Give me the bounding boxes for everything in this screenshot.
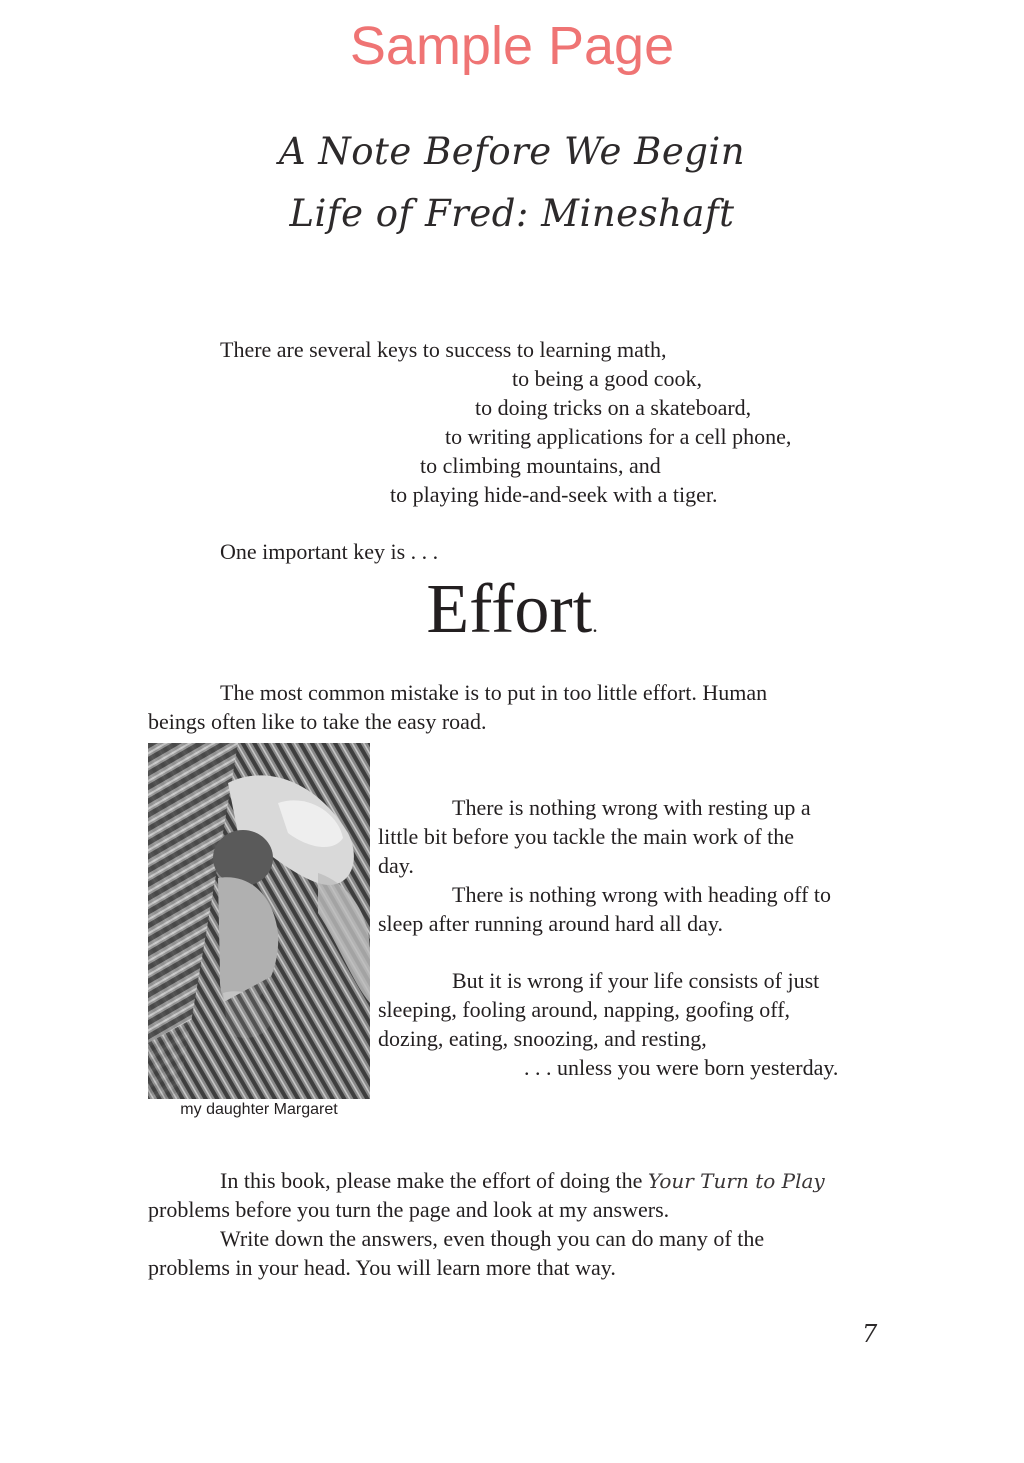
mistake-line-1: The most common mistake is to put in too little effort. Human — [220, 680, 768, 705]
intro-line-2: to being a good cook, — [512, 366, 703, 391]
your-turn-to-play-label: Your Turn to Play — [647, 1169, 825, 1193]
photo-caption: my daughter Margaret — [180, 1101, 338, 1118]
effort-word: Effort — [426, 571, 593, 648]
closing-line-4: problems in your head. You will learn more that way. — [148, 1255, 616, 1280]
closing-line-1-text: In this book, please make the effort of doing the — [220, 1168, 648, 1193]
side-text-p1-line-1: There is nothing wrong with resting up a — [452, 795, 811, 820]
intro-line-4: to writing applications for a cell phone, — [445, 424, 792, 449]
side-text-p2-line-1: There is nothing wrong with heading off to — [452, 882, 832, 907]
closing-line-2: problems before you turn the page and look at my answers. — [148, 1197, 670, 1222]
intro-line-6: to playing hide-and-seek with a tiger. — [390, 482, 718, 507]
side-text-p3-line-4: . . . unless you were born yesterday. — [524, 1055, 839, 1080]
intro-line-5: to climbing mountains, and — [420, 453, 661, 478]
note-title: A Note Before We Begin — [278, 130, 746, 173]
intro-line-3: to doing tricks on a skateboard, — [475, 395, 752, 420]
side-text-p3-line-1: But it is wrong if your life consists of just — [452, 968, 820, 993]
side-text-p3-line-3: dozing, eating, snoozing, and resting, — [378, 1026, 707, 1051]
book-title: Life of Fred: Mineshaft — [289, 192, 735, 235]
side-text-p1-line-2: little bit before you tackle the main work of the — [378, 824, 795, 849]
key-lead-text: One important key is . . . — [220, 539, 439, 564]
closing-line-3: Write down the answers, even though you can do many of the — [220, 1226, 765, 1251]
sample-page-watermark: Sample Page — [349, 16, 675, 76]
intro-line-1: There are several keys to success to learning math, — [220, 337, 667, 362]
mistake-line-2: beings often like to take the easy road. — [148, 709, 487, 734]
side-text-p2-line-2: sleep after running around hard all day. — [378, 911, 723, 936]
side-text-p3-line-2: sleeping, fooling around, napping, goofing off, — [378, 997, 791, 1022]
page-number: 7 — [862, 1320, 878, 1348]
effort-period: . — [592, 612, 598, 637]
effort-heading — [0, 570, 1024, 665]
sleeping-child-photo — [148, 743, 370, 1099]
closing-line-1 — [220, 1167, 825, 1195]
side-text-p1-line-3: day. — [378, 853, 414, 878]
